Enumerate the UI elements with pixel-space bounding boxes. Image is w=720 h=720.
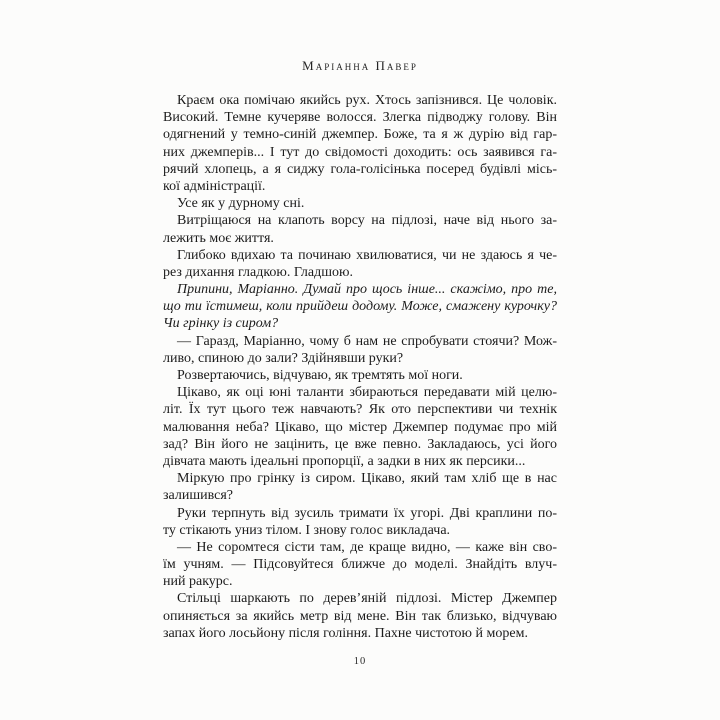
text-line: рячий хлопець, а я сиджу гола-голісінька посеред будівлі місь- bbox=[163, 161, 557, 177]
text-line: Розвертаючись, відчуваю, як тремтять мої ноги. bbox=[177, 368, 463, 383]
text-line: літ. Їх тут цього теж навчають? Як ото перспективи чи технік bbox=[163, 402, 557, 418]
text-line: Стільці шаркають по дерев’яній підлозі. Містер Джемпер bbox=[177, 591, 557, 607]
text-line: Цікаво, як оці юні таланти збираються передавати мій целю- bbox=[177, 385, 557, 401]
text-line: їм учням. — Підсовуйтеся ближче до моделі. Знайдіть влуч- bbox=[163, 557, 557, 573]
text-line: ний ракурс. bbox=[163, 574, 233, 590]
text-line: Усе як у дурному сні. bbox=[177, 196, 305, 212]
text-line: запах його лосьйону після гоління. Пахне чистотою й морем. bbox=[163, 625, 528, 641]
text-line: Міркую про грінку із сиром. Цікаво, який там хліб ще в нас bbox=[177, 471, 557, 487]
text-line: ливо, спиною до зали? Здійнявши руки? bbox=[163, 350, 404, 366]
text-line: лежить моє життя. bbox=[163, 230, 274, 246]
running-header: Маріанна Павер bbox=[302, 58, 418, 73]
text-line: Руки терпнуть від зусиль тримати їх угорі. Дві краплини по- bbox=[177, 505, 557, 521]
text-line: — Гаразд, Маріанно, чому б нам не спробувати стоячи? Мож- bbox=[177, 333, 557, 349]
text-line: залишився? bbox=[163, 488, 234, 504]
text-line: Витріщаюся на клапоть ворсу на підлозі, наче від нього за- bbox=[177, 213, 557, 229]
text-line: кої адміністрації. bbox=[163, 178, 266, 194]
text-line: дівчата мають ідеальні пропорції, а задки в них як персики... bbox=[163, 453, 526, 469]
text-line: опиняється за якийсь метр від мене. Він так близько, відчуваю bbox=[163, 608, 557, 624]
text-line: Краєм ока помічаю якийсь рух. Хтось запізнився. Це чоловік. bbox=[177, 93, 557, 108]
text-line: Чи грінку із сиром? bbox=[163, 316, 279, 332]
text-line: Високий. Темне кучеряве волосся. Злегка підводжу голову. Він bbox=[163, 110, 557, 126]
text-line: що ти їстимеш, коли прийдеш додому. Може, смажену курочку? bbox=[163, 299, 557, 315]
text-line: Припини, Маріанно. Думай про щось інше... скажімо, про те, bbox=[177, 282, 557, 298]
text-line: ту стікають униз тілом. І знову голос викладача. bbox=[163, 522, 451, 538]
page-number: 10 bbox=[353, 656, 367, 667]
text-line: — Не соромтеся сісти там, де краще видно, — каже він сво- bbox=[177, 539, 557, 555]
text-line: зад? Він його не зацінить, це вже певно. Закладаюсь, усі його bbox=[163, 436, 557, 452]
page-body bbox=[163, 92, 557, 642]
text-line: Глибоко вдихаю та починаю хвилюватися, чи не здаюсь я че- bbox=[177, 247, 557, 263]
text-line: рез дихання гладкою. Гладшою. bbox=[163, 264, 353, 280]
text-line: них джемперів... І тут до свідомості доходить: ось заявився га- bbox=[163, 144, 557, 160]
text-line: одягнений у темно-синій джемпер. Боже, та я ж дурію від гар- bbox=[163, 127, 557, 143]
text-line: малювання неба? Цікаво, що містер Джемпер подумає про мій bbox=[163, 419, 557, 435]
